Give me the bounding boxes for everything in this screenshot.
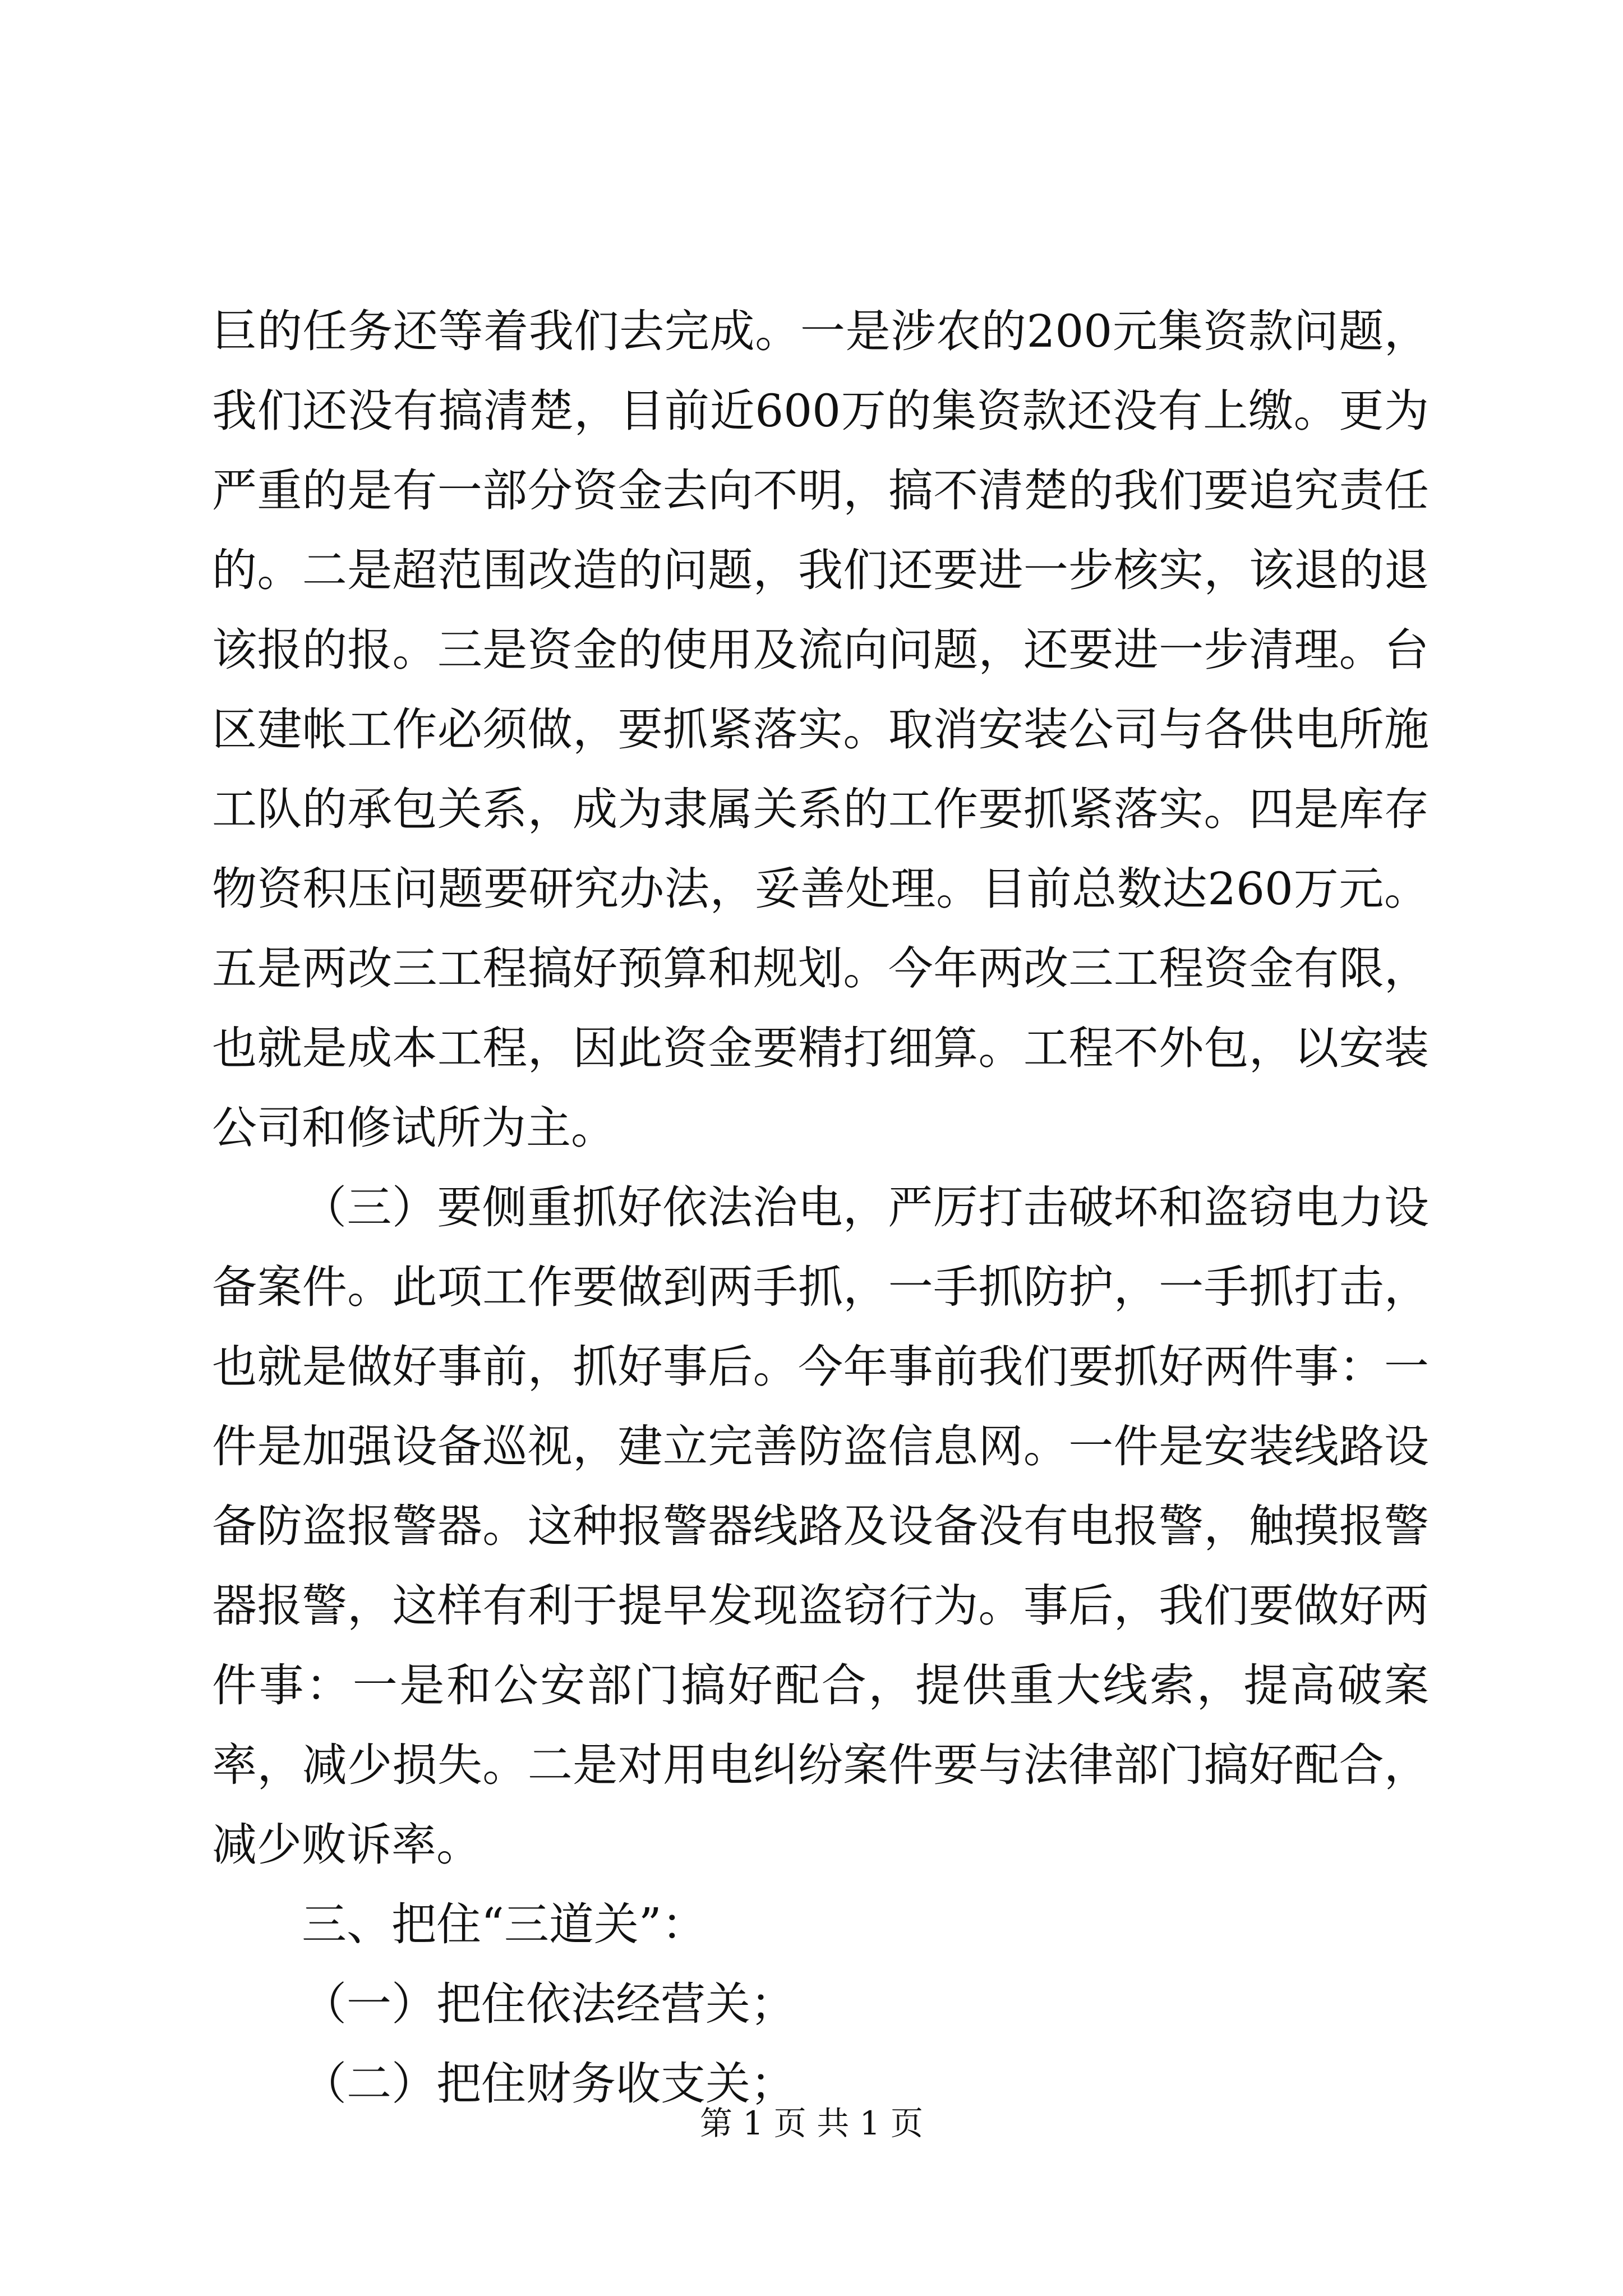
list-item: （一）把住依法经营关； xyxy=(302,1978,795,2030)
paragraph-section-three: （三）要侧重抓好依法治电，严厉打击破坏和盗窃电力设备案件。此项工作要做到两手抓，一手抓防护，一手抓打击，也就是做好事前，抓好事后。今年事前我们要抓好两件事：一件是加强设备巡视，建立完善防盗信息网。一件是安装线路设备防盗报警器。这种报警器线路及设备没有电报警，触摸报警器报警，这样有利于提早发现盗窃行为。事后，我们要做好两件事：一是和公安部门搞好配合，提供重大线索，提高破案率，减少损失。二是对用电纠纷案件要与法律部门搞好配合，减少败诉率。 xyxy=(212,1181,1429,1871)
paragraph-continuation: 巨的任务还等着我们去完成。一是涉农的200元集资款问题，我们还没有搞清楚，目前近600万的集资款还没有上缴。更为严重的是有一部分资金去向不明，搞不清楚的我们要追究责任的。二是超范围改造的问题，我们还要进一步核实，该退的退该报的报。三是资金的使用及流向问题，还要进一步清理。台区建帐工作必须做，要抓紧落实。取消安装公司与各供电所施工队的承包关系，成为隶属关系的工作要抓紧落实。四是库存物资积压问题要研究办法，妥善处理。目前总数达260万元。五是两改三工程搞好预算和规划。今年两改三工程资金有限，也就是成本工程，因此资金要精打细算。工程不外包，以安装公司和修试所为主。 xyxy=(212,305,1429,1154)
list-item: （二）把住财务收支关； xyxy=(302,2058,795,2110)
page-footer: 第 1 页 共 1 页 xyxy=(700,2104,923,2142)
document-body xyxy=(212,292,1429,2124)
section-heading: 三、把住“三道关”： xyxy=(302,1898,707,1950)
